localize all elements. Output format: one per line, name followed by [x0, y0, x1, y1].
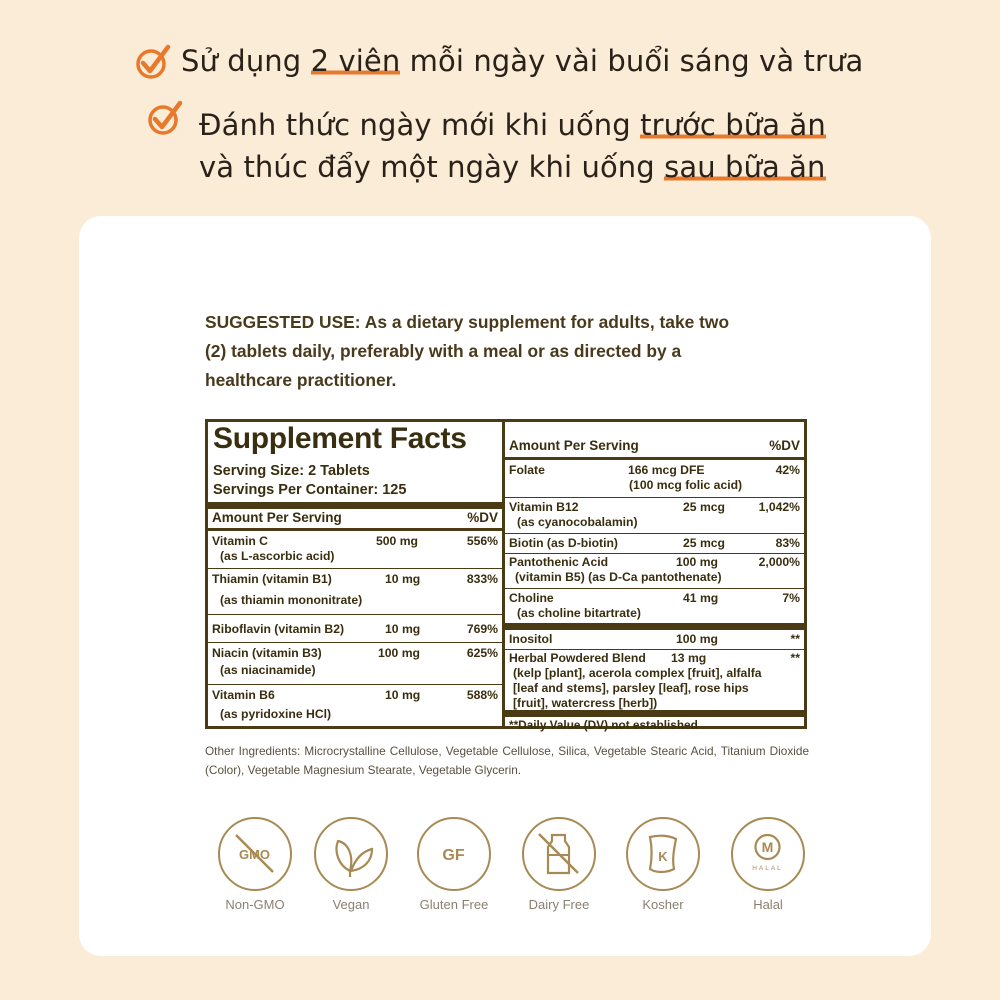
- badge-gluten-free: GF Gluten Free: [415, 817, 493, 912]
- checkmark-icon: [146, 98, 186, 138]
- nutrient-row: Vitamin C 500 mg 556% (as L-ascorbic acid): [212, 534, 498, 563]
- nutrient-row: Vitamin B6 10 mg 588% (as pyridoxine HCl): [212, 688, 498, 721]
- halal-icon: [733, 819, 802, 888]
- label-card: [79, 216, 931, 956]
- header-line-1: Sử dụng 2 viên mỗi ngày vài buổi sáng và trưa: [181, 44, 864, 78]
- serving-size: Serving Size: 2 Tablets: [213, 463, 370, 479]
- facts-left-column: [208, 422, 505, 726]
- nutrient-row: Riboflavin (vitamin B2) 10 mg 769%: [212, 622, 498, 636]
- nutrient-row: Thiamin (vitamin B1) 10 mg 833% (as thiamin mononitrate): [212, 572, 498, 607]
- badge-dairy-free: Dairy Free: [520, 817, 598, 912]
- nutrient-row: Inositol 100 mg **: [509, 632, 800, 646]
- badge-halal: M HALAL Halal: [729, 817, 807, 912]
- daily-value-footnote: **Daily Value (DV) not established: [509, 718, 698, 732]
- badge-vegan: Vegan: [312, 817, 390, 912]
- highlight: sau bữa ăn: [664, 150, 826, 184]
- nutrient-row: Folate 166 mcg DFE 42% (100 mcg folic acid): [509, 463, 800, 492]
- suggested-use-text: SUGGESTED USE: As a dietary supplement for adults, take two (2) tablets daily, preferably with a meal or as directed by a healthcare practitioner.: [205, 312, 730, 390]
- header-line-2: Đánh thức ngày mới khi uống trước bữa ăn: [199, 108, 826, 142]
- vegan-leaf-icon: [316, 819, 385, 888]
- dairy-free-icon: [524, 819, 593, 888]
- nutrient-row: Choline 41 mg 7% (as choline bitartrate): [509, 591, 800, 620]
- checkmark-icon: [134, 42, 174, 82]
- nutrient-row: Vitamin B12 25 mcg 1,042% (as cyanocobalamin): [509, 500, 800, 529]
- amount-header: Amount Per Serving %DV: [509, 438, 800, 453]
- svg-text:HALAL: HALAL: [752, 865, 783, 872]
- kosher-icon: [628, 819, 697, 888]
- header-line-3: và thúc đẩy một ngày khi uống sau bữa ăn: [199, 150, 826, 184]
- nutrient-row: Herbal Powdered Blend 13 mg ** (kelp [plant], acerola complex [fruit], alfalfa [leaf and stems], parsley [leaf], rose hips [fruit], watercress [herb]): [509, 651, 800, 710]
- gluten-free-icon: [419, 819, 488, 888]
- non-gmo-icon: [220, 819, 289, 888]
- badge-non-gmo: GMO Non-GMO: [216, 817, 294, 912]
- svg-text:GMO: GMO: [238, 847, 271, 862]
- svg-text:K: K: [658, 849, 668, 864]
- nutrient-row: Niacin (vitamin B3) 100 mg 625% (as niacinamide): [212, 646, 498, 677]
- other-ingredients: Other Ingredients: Microcrystalline Cellulose, Vegetable Cellulose, Silica, Vegetable Stearic Acid, Titanium Dioxide (Color), Vegetable Magnesium Stearate, Vegetable Glycerin.: [205, 744, 809, 777]
- highlight: trước bữa ăn: [640, 108, 826, 142]
- highlight: 2 viên: [310, 44, 401, 78]
- nutrient-row: Biotin (as D-biotin) 25 mcg 83%: [509, 536, 800, 550]
- facts-right-column: [505, 422, 804, 732]
- svg-text:M: M: [761, 839, 774, 855]
- amount-header: Amount Per Serving %DV: [212, 510, 498, 525]
- nutrient-row: Pantothenic Acid 100 mg 2,000% (vitamin B5) (as D-Ca pantothenate): [509, 555, 800, 584]
- supplement-facts-panel: [205, 419, 807, 732]
- servings-per-container: Servings Per Container: 125: [213, 482, 407, 498]
- facts-title: Supplement Facts: [213, 422, 467, 455]
- svg-text:GF: GF: [442, 847, 465, 864]
- badge-kosher: K Kosher: [624, 817, 702, 912]
